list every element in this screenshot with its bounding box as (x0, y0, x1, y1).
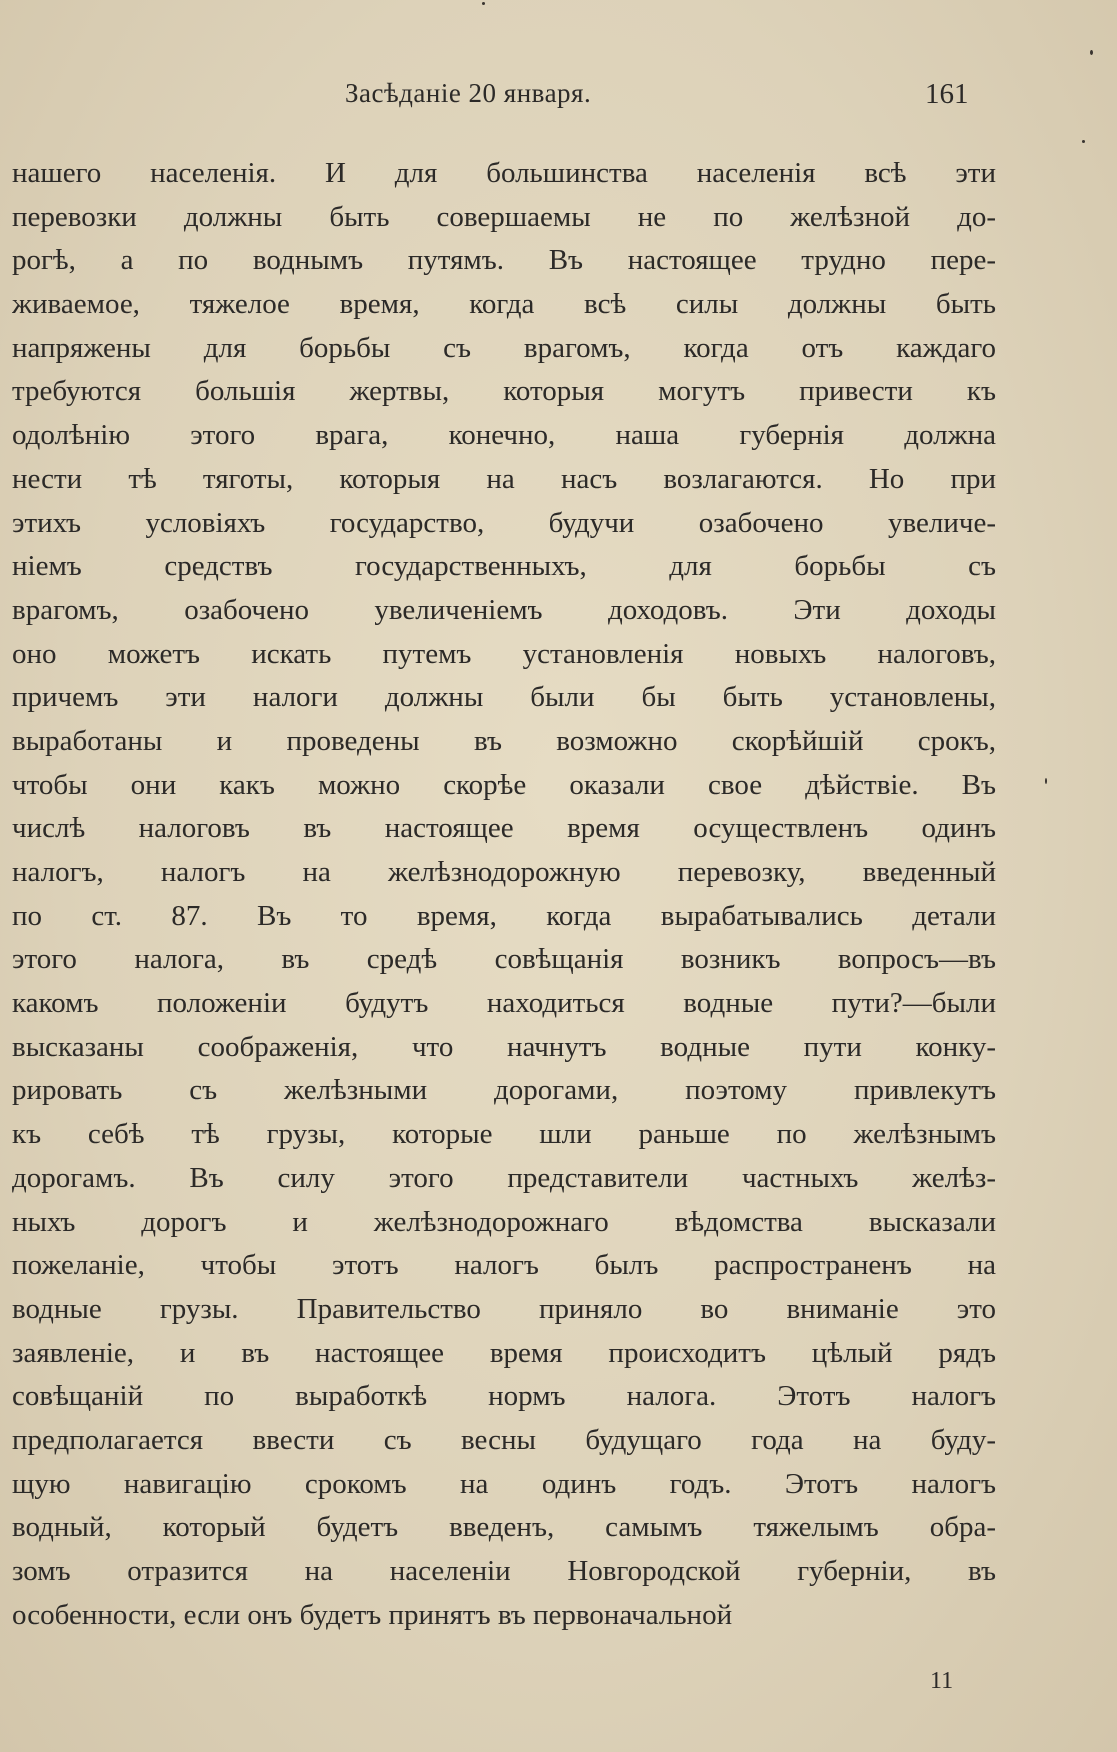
text-line: напряжены для борьбы съ врагомъ, когда отъ каждаго (12, 331, 996, 364)
text-line: этихъ условіяхъ государство, будучи озабочено увеличе- (12, 506, 996, 539)
text-line: ныхъ дорогъ и желѣзнодорожнаго вѣдомства высказали (12, 1205, 996, 1238)
text-line: оно можетъ искать путемъ установленія новыхъ налоговъ, (12, 637, 996, 670)
text-line: нести тѣ тяготы, которыя на насъ возлагаются. Но при (12, 462, 996, 495)
text-line: пожеланіе, чтобы этотъ налогъ былъ распространенъ на (12, 1249, 996, 1282)
text-line: нашего населенія. И для большинства населенія всѣ эти (12, 157, 996, 189)
text-line: заявленіе, и въ настоящее время происходитъ цѣлый рядъ (12, 1336, 996, 1369)
text-line: причемъ эти налоги должны были бы быть установлены, (12, 681, 996, 714)
page-number: 161 (925, 78, 969, 110)
text-line: перевозки должны быть совершаемы не по желѣзной до- (12, 200, 996, 233)
paper-speck (1082, 140, 1085, 143)
text-line: какомъ положеніи будутъ находиться водные пути?—были (12, 987, 996, 1020)
text-line: врагомъ, озабочено увеличеніемъ доходовъ. Эти доходы (12, 593, 996, 626)
text-line: водные грузы. Правительство приняло во вниманіе это (12, 1292, 996, 1325)
text-line: по ст. 87. Въ то время, когда вырабатывались детали (12, 899, 996, 932)
text-line: выработаны и проведены въ возможно скорѣйшій срокъ, (12, 724, 996, 757)
running-head-title: Засѣданіе 20 января. (345, 78, 592, 108)
text-line: зомъ отразится на населеніи Новгородской губерніи, въ (12, 1555, 996, 1587)
text-line: ніемъ средствъ государственныхъ, для борьбы съ (12, 550, 996, 583)
text-line: къ себѣ тѣ грузы, которые шли раньше по желѣзнымъ (12, 1118, 996, 1151)
text-line: рогѣ, а по воднымъ путямъ. Въ настоящее трудно пере- (12, 244, 996, 277)
running-header (0, 78, 1117, 124)
signature-mark: 11 (930, 1668, 954, 1694)
paper-speck (1045, 778, 1047, 784)
paper-speck (482, 2, 485, 5)
text-line: чтобы они какъ можно скорѣе оказали свое дѣйствіе. Въ (12, 768, 996, 801)
paper-speck (1090, 50, 1093, 55)
body-text (12, 152, 996, 1637)
text-line: совѣщаній по выработкѣ нормъ налога. Этотъ налогъ (12, 1380, 996, 1413)
text-line: водный, который будетъ введенъ, самымъ тяжелымъ обра- (12, 1511, 996, 1544)
text-line: этого налога, въ средѣ совѣщанія возникъ вопросъ—въ (12, 943, 996, 976)
text-line: требуются большія жертвы, которыя могутъ привести къ (12, 375, 996, 408)
text-line: одолѣнію этого врага, конечно, наша губернія должна (12, 419, 996, 452)
text-line: особенности, если онъ будетъ принятъ въ первоначальной (12, 1598, 733, 1631)
text-line: числѣ налоговъ въ настоящее время осуществленъ одинъ (12, 812, 996, 845)
text-line: рировать съ желѣзными дорогами, поэтому привлекутъ (12, 1074, 996, 1107)
text-line: щую навигацію срокомъ на одинъ годъ. Этотъ налогъ (12, 1467, 996, 1500)
text-line: предполагается ввести съ весны будущаго года на буду- (12, 1423, 996, 1456)
text-line: дорогамъ. Въ силу этого представители частныхъ желѣз- (12, 1161, 996, 1194)
text-line: живаемое, тяжелое время, когда всѣ силы должны быть (12, 288, 996, 321)
text-line: высказаны соображенія, что начнутъ водные пути конку- (12, 1030, 996, 1063)
text-line: налогъ, налогъ на желѣзнодорожную перевозку, введенный (12, 856, 996, 888)
